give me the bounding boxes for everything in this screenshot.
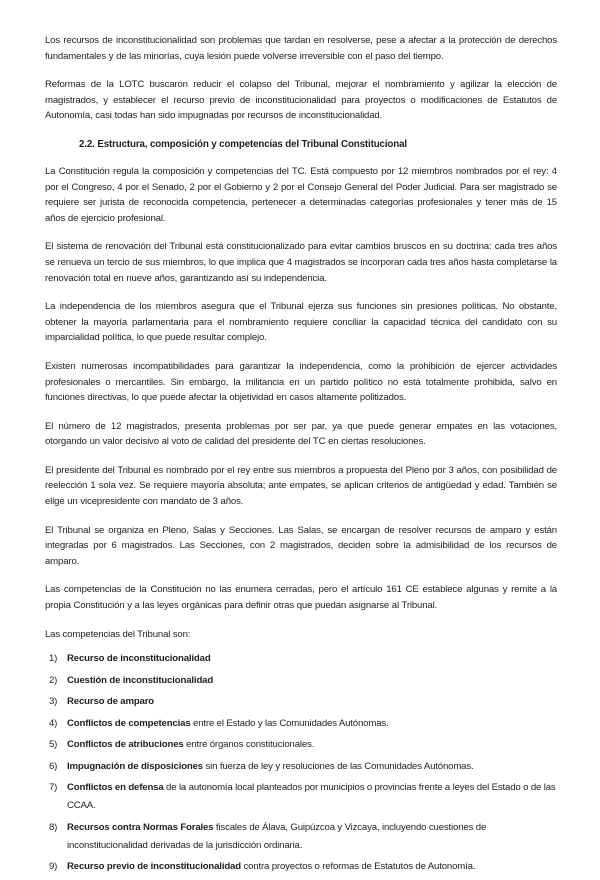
paragraph-numero-magistrados: El número de 12 magistrados, presenta problemas por ser par, ya que puede generar empates en las votaciones, otorgando un valor decisivo al voto de calidad del presidente del TC en ciertas resoluciones. (45, 420, 557, 448)
list-item-term: Recursos contra Normas Forales (67, 821, 214, 833)
list-item-number: 7) (49, 782, 58, 794)
paragraph-organizacion: El Tribunal se organiza en Pleno, Salas y Secciones. Las Salas, se encargan de resolver recursos de amparo y están integradas por 6 magistrados. Las Secciones, con 2 magistrados, deciden sobre la admisibilidad de los recursos de amparo. (45, 524, 557, 567)
list-item-description: entre el Estado y las Comunidades Autónomas. (190, 717, 389, 729)
list-item-term: Recurso de inconstitucionalidad (67, 653, 211, 665)
list-item (45, 819, 557, 855)
list-item (45, 715, 557, 733)
list-item-number: 1) (49, 653, 58, 665)
list-item-term: Recurso previo de inconstitucionalidad (67, 861, 241, 873)
list-item-number: 5) (49, 739, 58, 751)
paragraph-competencias-constitucion: Las competencias de la Constitución no las enumera cerradas, pero el artículo 161 CE establece algunas y remite a la propia Constitución y a las leyes orgánicas para definir otras que puedan asignarse al Tribunal. (45, 584, 557, 612)
paragraph-independencia: La independencia de los miembros asegura que el Tribunal ejerza sus funciones sin presiones políticas. No obstante, obtener la mayoría parlamentaria para el nombramiento requiere conciliar la capacidad técnica del candidato con su imparcialidad política, lo que puede resultar complejo. (45, 301, 557, 344)
list-item (45, 650, 557, 668)
paragraph-presidente: El presidente del Tribunal es nombrado por el rey entre sus miembros a propuesta del Pleno por 3 años, con posibilidad de reelección 1 sola vez. Se requiere mayoría absoluta; ante empates, se aplican criterios de antigüedad y edad. También se elige un vicepresidente con mandato de 3 años. (45, 464, 557, 508)
list-item-term: Impugnación de disposiciones (67, 760, 203, 772)
list-item-description: contra proyectos o reformas de Estatutos de Autonomía. (240, 861, 476, 873)
list-item-description: sin fuerza de ley y resoluciones de las Comunidades Autónomas. (203, 760, 474, 772)
list-item (45, 858, 557, 876)
list-item-description: de la autonomía local planteados por municipios o provincias frente a leyes del Estado o de las CCAA. (67, 782, 556, 812)
paragraph-renovacion: El sistema de renovación del Tribunal está constitucionalizado para evitar cambios bruscos en su doctrina: cada tres años se renueva un tercio de sus miembros, lo que implica que 4 magistrados se incorporan cada tres años hasta completarse la renovación total en nueve años, garantizando así su independencia. (45, 241, 557, 284)
document-page (45, 33, 557, 880)
list-item (45, 672, 557, 690)
paragraph-composicion: La Constitución regula la composición y competencias del TC. Está compuesto por 12 miembros nombrados por el rey: 4 por el Congreso, 4 por el Senado, 2 por el Gobierno y 2 por el Consejo General del Poder Judicial. Para ser magistrado se requiere ser jurista de reconocida competencia, pertenecer a determinadas categorías profesionales y tener más de 15 años de ejercicio profesional. (45, 165, 557, 224)
list-intro: Las competencias del Tribunal son: (45, 628, 191, 640)
list-item-term: Recurso de amparo (67, 696, 155, 708)
paragraph-reformas-lotc: Reformas de la LOTC buscaron reducir el colapso del Tribunal, mejorar el nombramiento y agilizar la elección de magistrados, y establecer el recurso previo de inconstitucionalidad para proyectos o modificaciones de Estatutos de Autonomía, casi todas han sido impugnadas por recursos de inconstitucionalidad. (45, 79, 557, 122)
paragraph-recursos-inconstitucionalidad: Los recursos de inconstitucionalidad son problemas que tardan en resolverse, pese a afectar a la protección de derechos fundamentales y de las minorías, cuya lesión puede volverse irreversible con el paso del tiempo. (45, 35, 557, 62)
list-item-term: Conflictos en defensa (67, 782, 164, 794)
list-item-number: 3) (49, 696, 58, 708)
list-item-number: 9) (49, 861, 58, 873)
list-item-number: 4) (49, 717, 58, 729)
list-item (45, 693, 557, 711)
list-item-term: Conflictos de atribuciones (67, 739, 184, 751)
competencias-list (45, 650, 557, 876)
paragraph-incompatibilidades: Existen numerosas incompatibilidades para garantizar la independencia, como la prohibición de ejercer actividades profesionales o mercantiles. Sin embargo, la militancia en un partido político no está totalmente prohibida, salvo en funciones directivas, lo que puede afectar la objetividad en casos altamente politizados. (45, 360, 557, 404)
list-item-term: Cuestión de inconstitucionalidad (67, 674, 214, 686)
list-item-description: fiscales de Álava, Guipúzcoa y Vizcaya, incluyendo cuestiones de inconstitucionalidad derivadas de la jurisdicción ordinaria. (67, 821, 487, 851)
list-item-term: Conflictos de competencias (67, 717, 191, 729)
list-item-description: entre órganos constitucionales. (183, 739, 315, 751)
list-item-number: 6) (49, 760, 58, 772)
list-item (45, 758, 557, 776)
section-heading: 2.2. Estructura, composición y competencias del Tribunal Constitucional (79, 138, 407, 150)
list-item-number: 2) (49, 674, 58, 686)
list-item (45, 736, 557, 754)
list-item (45, 779, 557, 815)
list-item-number: 8) (49, 821, 58, 833)
